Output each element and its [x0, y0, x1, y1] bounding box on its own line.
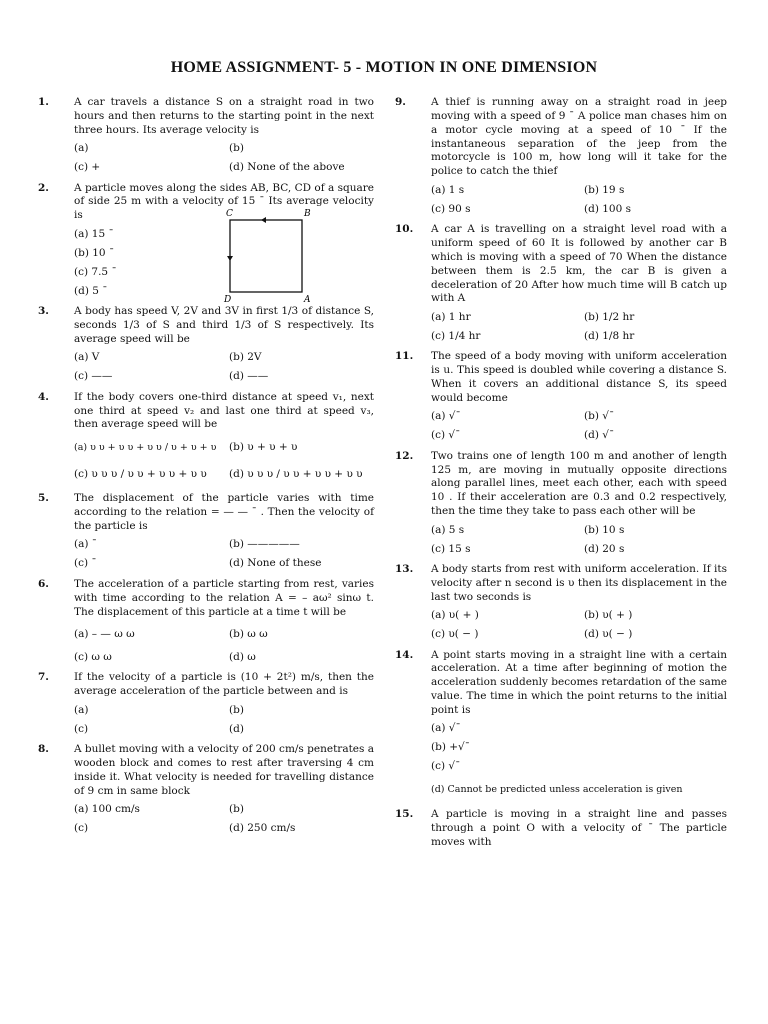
option-c: (c) ¯ [74, 557, 97, 570]
question-text: A particle moves along the sides AB, BC, CD of a square of side 25 m with a velocity of 15 ¯ Its average velocity is [74, 181, 374, 222]
question-number: 15. [395, 807, 414, 820]
option-c: (c) [74, 822, 89, 835]
option-a: (a) 1 s [431, 183, 465, 196]
option-d: (d) 20 s [584, 542, 625, 555]
question-4 [38, 391, 374, 489]
option-d: (d) 5 ¯ [74, 284, 108, 297]
option-d: (d) 100 s [584, 202, 632, 215]
option-a: (a) 1 hr [431, 310, 471, 323]
option-d: (d) υ υ υ / υ υ + υ υ + υ υ [229, 467, 363, 480]
question-number: 11. [395, 350, 414, 363]
option-b: (b) 10 s [584, 523, 625, 536]
option-a: (a) √¯ [431, 410, 461, 423]
option-b: (b) √¯ [584, 410, 615, 423]
option-b: (b) 19 s [584, 183, 625, 196]
option-d: (d) [229, 722, 244, 735]
question-number: 13. [395, 563, 414, 576]
options-list [431, 181, 727, 219]
question-2 [38, 182, 374, 302]
option-b: (b) υ + υ + υ [229, 440, 298, 453]
option-d: (d) —— [229, 370, 269, 383]
question-11 [395, 350, 727, 445]
left-column [38, 96, 374, 843]
options-list [74, 621, 374, 667]
question-12 [395, 450, 727, 559]
option-c: (c) 1/4 hr [431, 329, 481, 342]
option-d: (d) None of the above [229, 161, 345, 174]
option-a: (a) ¯ [74, 538, 98, 551]
option-d: (d) √¯ [584, 429, 615, 442]
option-a: (a) [74, 142, 89, 155]
question-text: A point starts moving in a straight line with a certain acceleration. At a time after beginning of motion the acceleration suddenly becomes retardation of the same value. The time in which the point returns to the initial point is [431, 648, 727, 717]
option-d: (d) Cannot be predicted unless acceleration is given [431, 784, 683, 796]
options-list [431, 720, 727, 804]
right-column [395, 96, 727, 854]
question-5 [38, 492, 374, 574]
options-list [74, 801, 374, 839]
options-list [74, 349, 374, 387]
options-list [74, 140, 374, 178]
question-text: If the velocity of a particle is (10 + 2t²) m/s, then the average acceleration of the particle between and is [74, 671, 374, 698]
question-number: 12. [395, 449, 414, 462]
question-text: A thief is running away on a straight road in jeep moving with a speed of 9 ¯ A police man chases him on a motor cycle moving at a speed of 10 ¯ If the instantaneous separation of the jeep from the motorcycle is 100 m, how long will it take for the police to catch the thief [431, 96, 727, 178]
question-15 [395, 808, 727, 850]
option-a: (a) [74, 703, 89, 716]
vertex-label: A [304, 295, 311, 305]
question-text: A body has speed V, 2V and 3V in first 1/3 of distance S, seconds 1/3 of S and third 1/3 of S respectively. Its average speed will be [74, 305, 374, 345]
option-b: (b) 10 ¯ [74, 246, 115, 259]
option-d: (d) υ( − ) [584, 628, 633, 641]
page-title: HOME ASSIGNMENT- 5 - MOTION IN ONE DIMENSION [170, 59, 598, 76]
option-b: (b) [229, 142, 244, 155]
question-text: Two trains one of length 100 m and another of length 125 m, are moving in mutually opposite directions along parallel lines, meet each other, each with speed 10 . If their acceleration are 0.3 and 0.2 respectively, then the time they take to pass each other will be [431, 449, 727, 518]
options-list [431, 308, 727, 346]
question-number: 3. [38, 305, 49, 318]
options-list [431, 408, 727, 446]
option-c: (c) 7.5 ¯ [74, 265, 117, 278]
question-6 [38, 578, 374, 668]
option-a: (a) √¯ [431, 722, 461, 735]
option-c: (c) ω ω [74, 651, 112, 664]
question-1 [38, 96, 374, 178]
option-c: (c) 15 s [431, 542, 471, 555]
option-d: (d) None of these [229, 557, 322, 570]
option-b: (b) [229, 803, 244, 816]
options-list [431, 521, 727, 559]
question-9 [395, 96, 727, 219]
option-b: (b) ————— [229, 538, 300, 551]
option-a: (a) υ υ + υ υ + υ υ / υ + υ + υ [74, 441, 217, 453]
question-text: A body starts from rest with uniform acceleration. If its velocity after n second is υ then its displacement in the last two seconds is [431, 563, 727, 603]
question-text: The speed of a body moving with uniform acceleration is u. This speed is doubled while covering a distance S. When it covers an additional distance S, its speed would become [431, 350, 727, 404]
question-number: 7. [38, 671, 49, 684]
question-number: 4. [38, 390, 49, 403]
option-c: (c) √¯ [431, 760, 461, 773]
vertex-label: B [304, 209, 311, 219]
question-7 [38, 671, 374, 739]
question-14 [395, 649, 727, 804]
option-b: (b) 2V [229, 351, 262, 364]
option-b: (b) +√¯ [431, 741, 470, 754]
question-number: 5. [38, 492, 49, 505]
option-c: (c) √¯ [431, 429, 461, 442]
question-text: If the body covers one-third distance at speed v₁, next one third at speed v₂ and last one third at speed v₃, then average speed will be [74, 390, 374, 431]
option-b: (b) ω ω [229, 628, 268, 641]
vertex-label: C [226, 209, 233, 219]
question-8 [38, 743, 374, 838]
options-list [74, 434, 374, 488]
option-d: (d) 250 cm/s [229, 822, 296, 835]
option-a: (a) υ( + ) [431, 609, 479, 622]
question-3 [38, 305, 374, 387]
option-c: (c) υ( − ) [431, 628, 479, 641]
question-text: A car A is travelling on a straight level road with a uniform speed of 60 It is followed by another car B which is moving with a speed of 70 When the distance between them is 2.5 km, the car B is given a deceleration of 20 After how much time will B catch up with A [431, 223, 727, 305]
option-a: (a) 15 ¯ [74, 227, 114, 240]
question-13 [395, 563, 727, 645]
option-c: (c) 90 s [431, 202, 471, 215]
options-list [431, 607, 727, 645]
vertex-label: D [224, 295, 232, 305]
option-b: (b) 1/2 hr [584, 310, 635, 323]
question-text: A particle is moving in a straight line and passes through a point O with a velocity of ¯ The particle moves with [431, 807, 727, 848]
question-number: 9. [395, 96, 406, 108]
option-c: (c) + [74, 161, 101, 174]
option-b: (b) [229, 703, 244, 716]
option-d: (d) ω [229, 651, 256, 664]
question-text: A bullet moving with a velocity of 200 cm/s penetrates a wooden block and comes to rest after traversing 4 cm inside it. What velocity is needed for travelling distance of 9 cm in same block [74, 743, 374, 797]
question-number: 2. [38, 181, 49, 194]
options-list [74, 701, 374, 739]
question-number: 8. [38, 743, 49, 756]
option-a: (a) – — ω ω [74, 628, 135, 641]
option-b: (b) υ( + ) [584, 609, 633, 622]
question-text: A car travels a distance S on a straight road in two hours and then returns to the starting point in the next three hours. Its average velocity is [74, 96, 374, 136]
question-text: The displacement of the particle varies with time according to the relation = — — ¯ . Then the velocity of the particle is [74, 492, 374, 533]
option-a: (a) V [74, 351, 100, 364]
option-c: (c) —— [74, 370, 113, 383]
question-number: 14. [395, 648, 414, 661]
options-list [74, 225, 194, 301]
options-list [74, 536, 374, 574]
question-number: 6. [38, 577, 49, 590]
option-d: (d) 1/8 hr [584, 329, 635, 342]
question-number: 10. [395, 223, 414, 236]
question-10 [395, 223, 727, 346]
option-a: (a) 5 s [431, 523, 465, 536]
option-c: (c) [74, 722, 89, 735]
option-a: (a) 100 cm/s [74, 803, 140, 816]
option-c: (c) υ υ υ / υ υ + υ υ + υ υ [74, 467, 207, 480]
question-text: The acceleration of a particle starting from rest, varies with time according to the relation A = – aω² sinω t. The displacement of this particle at a time t will be [74, 577, 374, 618]
question-number: 1. [38, 96, 49, 108]
